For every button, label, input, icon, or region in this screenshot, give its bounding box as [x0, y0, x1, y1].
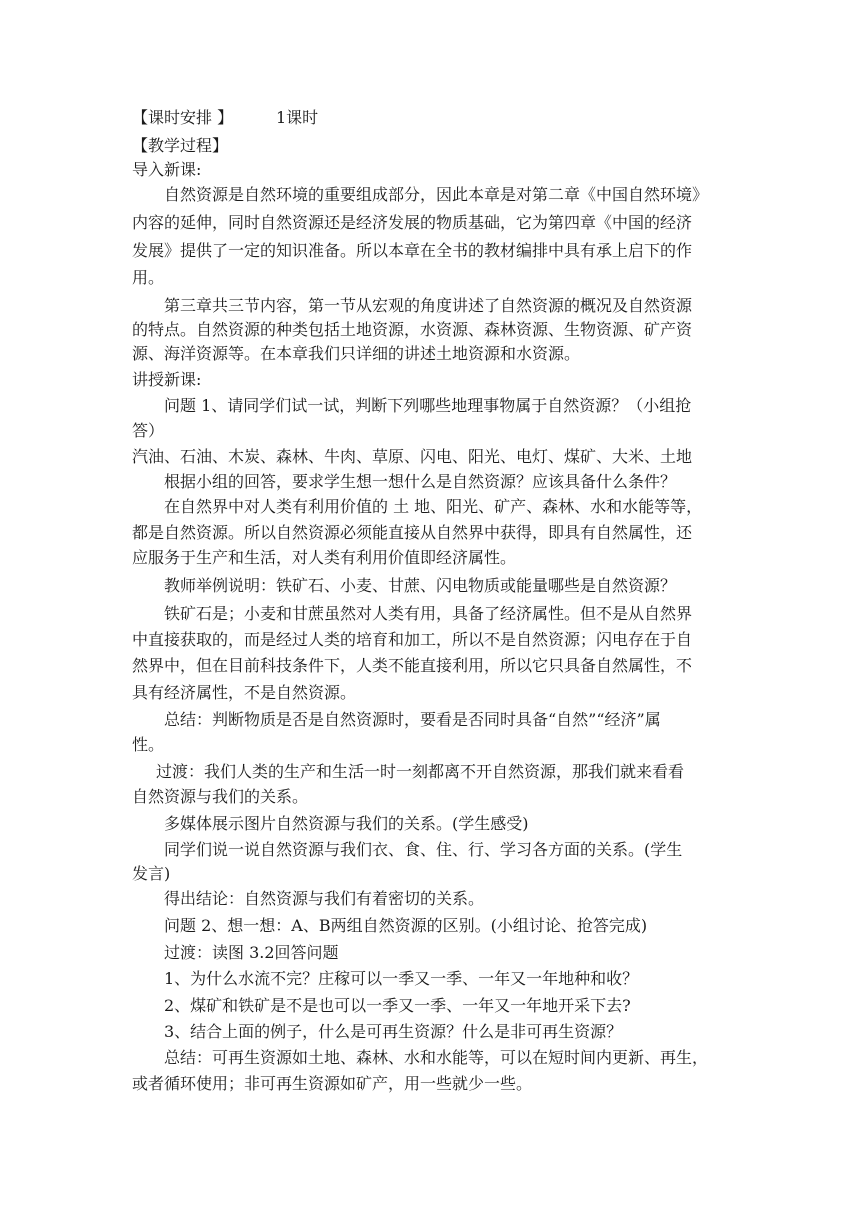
- paragraph-line: 内容的延伸，同时自然资源还是经济发展的物质基础，它为第四章《中国的经济: [132, 213, 693, 232]
- paragraph-line: 自然资源与我们的关系。: [132, 787, 309, 806]
- paragraph-line: 都是自然资源。所以自然资源必须能直接从自然界中获得，即具有自然属性，还: [132, 523, 693, 542]
- paragraph-line: 得出结论：自然资源与我们有着密切的关系。: [164, 889, 485, 908]
- paragraph-line: 然界中，但在目前科技条件下，人类不能直接利用，所以它只具备自然属性，不: [132, 656, 693, 675]
- paragraph-line: 多媒体展示图片自然资源与我们的关系。(学生感受): [164, 814, 529, 833]
- paragraph-line: 1、为什么水流不完？庄稼可以一季又一季、一年又一年地种和收？: [164, 969, 639, 988]
- schedule-label: 【课时安排 】: [132, 108, 234, 127]
- schedule-row: [132, 106, 319, 130]
- paragraph-line: 或者循环使用；非可再生资源如矿产，用一些就少一些。: [132, 1074, 533, 1093]
- lecture-title: 讲授新课:: [132, 370, 202, 389]
- paragraph-line: 中直接获取的，而是经过人类的培育和加工，所以不是自然资源；闪电存在于自: [132, 630, 693, 649]
- paragraph-line: 汽油、石油、木炭、森林、牛肉、草原、闪电、阳光、电灯、煤矿、大米、土地: [132, 447, 693, 466]
- paragraph-line: 发言): [132, 864, 171, 883]
- paragraph-line: 过渡：我们人类的生产和生活一时一刻都离不开自然资源，那我们就来看看: [156, 762, 685, 781]
- paragraph-line: 用。: [132, 268, 165, 287]
- paragraph-line: 应服务于生产和生活，对人类有利用价值即经济属性。: [132, 548, 517, 567]
- intro-title: 导入新课:: [132, 160, 202, 179]
- paragraph-line: 源、海洋资源等。在本章我们只详细的讲述土地资源和水资源。: [132, 344, 581, 363]
- paragraph-line: 2、煤矿和铁矿是不是也可以一季又一季、一年又一年地开采下去?: [164, 996, 631, 1015]
- paragraph-line: 总结：可再生资源如土地、森林、水和水能等，可以在短时间内更新、再生，: [164, 1048, 709, 1067]
- paragraph-line: 铁矿石是；小麦和甘蔗虽然对人类有用，具备了经济属性。但不是从自然界: [164, 604, 693, 623]
- paragraph-line: 总结：判断物质是否是自然资源时，要看是否同时具备“自然”“经济”属: [164, 710, 661, 729]
- paragraph-line: 问题 2、想一想：A、B两组自然资源的区别。(小组讨论、抢答完成): [164, 916, 648, 935]
- paragraph-line: 答）: [132, 421, 165, 440]
- paragraph-line: 教师举例说明：铁矿石、小麦、甘蔗、闪电物质或能量哪些是自然资源？: [164, 576, 677, 595]
- paragraph-line: 的特点。自然资源的种类包括土地资源，水资源、森林资源、生物资源、矿产资: [132, 320, 693, 339]
- paragraph-line: 过渡：读图 3.2回答问题: [164, 943, 339, 962]
- paragraph-line: 第三章共三节内容，第一节从宏观的角度讲述了自然资源的概况及自然资源: [164, 296, 693, 315]
- paragraph-line: 问题 1、请同学们试一试，判断下列哪些地理事物属于自然资源？（小组抢: [164, 396, 692, 415]
- paragraph-line: 同学们说一说自然资源与我们衣、食、住、行、学习各方面的关系。(学生: [164, 840, 683, 859]
- schedule-value: 1课时: [276, 108, 319, 127]
- paragraph-line: 根据小组的回答，要求学生想一想什么是自然资源？应该具备什么条件？: [164, 472, 677, 491]
- paragraph-line: 3、结合上面的例子，什么是可再生资源？什么是非可再生资源？: [164, 1022, 623, 1041]
- paragraph-line: 具有经济属性，不是自然资源。: [132, 683, 357, 702]
- paragraph-line: 性。: [132, 735, 165, 754]
- paragraph-line: 自然资源是自然环境的重要组成部分，因此本章是对第二章《中国自然环境》: [164, 185, 709, 204]
- paragraph-line: 在自然界中对人类有利用价值的 土 地、阳光、矿产、森林、水和水能等等，: [164, 497, 703, 516]
- paragraph-line: 发展》提供了一定的知识准备。所以本章在全书的教材编排中具有承上启下的作: [132, 241, 693, 260]
- process-heading: 【教学过程】: [132, 136, 229, 155]
